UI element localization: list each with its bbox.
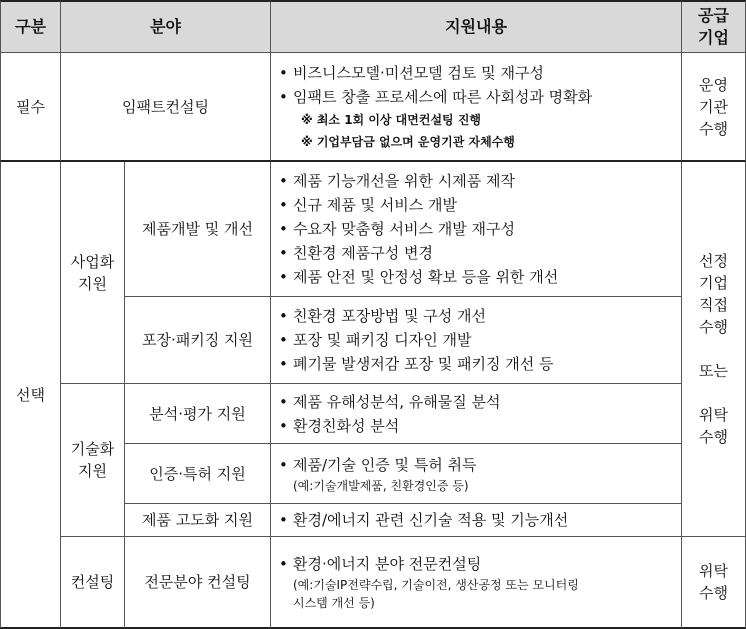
optional-category-text: 선택: [16, 385, 45, 404]
provider-line: 수행: [699, 119, 728, 138]
provider-line: 위탁: [699, 562, 728, 580]
provider-line: 수행: [699, 428, 728, 446]
consulting-example-1: (예:기술IP전략수립, 기술이전, 생산공정 또는 모니터링: [293, 578, 579, 592]
cert-example: (예:기술개발제품, 친환경인증 등): [293, 478, 469, 493]
required-category: [0, 53, 61, 162]
consulting-label: [61, 537, 125, 629]
advance-field-text: 제품 고도화 지원: [142, 511, 253, 529]
product-dev-field-text: 제품개발 및 개선: [142, 220, 253, 238]
optional-provider: [682, 162, 746, 537]
list-item: • 친환경 포장방법 및 구성 개선: [279, 304, 553, 328]
commercial-label: [61, 162, 125, 384]
required-category-text: 필수: [16, 97, 45, 116]
optional-category: [0, 162, 61, 629]
header-content: [271, 0, 682, 53]
header-field: [61, 0, 271, 53]
list-item: • 제품 안전 및 안정성 확보 등을 위한 개선: [279, 265, 558, 289]
required-note-2: ※ 기업부담금 없으며 운영기관 자체수행: [301, 134, 515, 149]
consulting-example-2: 시스템 개선 등): [293, 596, 375, 610]
packaging-field-text: 포장·패키징 지원: [142, 331, 253, 349]
list-item: • 제품 유해성분석, 유해물질 분석: [279, 390, 500, 414]
consulting-content: [271, 537, 682, 629]
provider-line: 선정: [699, 252, 728, 270]
consulting-label-text: 컨설팅: [70, 573, 115, 591]
cert-field-text: 인증·특허 지원: [149, 464, 246, 483]
provider-line: 운영: [699, 75, 728, 94]
header-category: [0, 0, 61, 53]
list-item: • 환경·에너지 분야 전문컨설팅: [279, 552, 579, 576]
product-dev-field: [125, 162, 271, 297]
product-dev-content: [271, 162, 682, 297]
header-field-text: 분야: [150, 17, 181, 36]
list-item: • 환경친화성 분석: [279, 414, 500, 438]
cert-content: [271, 444, 682, 504]
commercial-label-line: 지원: [78, 274, 107, 293]
header-provider: [682, 0, 746, 53]
list-item: • 임팩트 창출 프로세스에 따른 사회성과 명확화: [279, 85, 592, 109]
consulting-field-text: 전문분야 컨설팅: [144, 573, 251, 591]
consulting-provider: [682, 537, 746, 629]
list-item: • 폐기물 발생저감 포장 및 패키징 개선 등: [279, 352, 553, 376]
analysis-content: [271, 384, 682, 444]
provider-line: 직접: [699, 296, 728, 314]
provider-line: 기업: [699, 274, 728, 292]
list-item: • 비즈니스모델·미션모델 검토 및 재구성: [279, 61, 592, 85]
commercial-label-line: 사업화: [70, 252, 115, 271]
tech-label: [61, 384, 125, 537]
consulting-field: [125, 537, 271, 629]
required-note-1: ※ 최소 1회 이상 대면컨설팅 진행: [301, 112, 482, 127]
advance-field: [125, 504, 271, 537]
packaging-field: [125, 297, 271, 384]
list-item: • 친환경 제품구성 변경: [279, 241, 558, 265]
provider-line: 또는: [699, 362, 728, 380]
provider-line: 수행: [699, 318, 728, 336]
list-item: • 신규 제품 및 서비스 개발: [279, 193, 558, 217]
header-content-text: 지원내용: [445, 17, 507, 36]
required-content: [271, 53, 682, 162]
list-item: • 포장 및 패키징 디자인 개발: [279, 328, 553, 352]
required-provider: [682, 53, 746, 162]
advance-content: [271, 504, 682, 537]
list-item: • 수요자 맞춤형 서비스 개발 재구성: [279, 217, 558, 241]
analysis-field-text: 분석·평가 지원: [149, 404, 246, 423]
header-category-text: 구분: [15, 17, 46, 36]
list-item: • 제품/기술 인증 및 특허 취득: [279, 453, 477, 477]
provider-line: 위탁: [699, 406, 728, 424]
cert-field: [125, 444, 271, 504]
header-provider-line2: 기업: [698, 28, 729, 47]
list-item: • 환경/에너지 관련 신기술 적용 및 기능개선: [279, 508, 568, 532]
tech-label-line: 기술화: [70, 440, 115, 458]
provider-line: 수행: [699, 584, 728, 602]
list-item: • 제품 기능개선을 위한 시제품 제작: [279, 169, 558, 193]
provider-line: 기관: [699, 97, 728, 116]
analysis-field: [125, 384, 271, 444]
required-field-text: 임팩트컨설팅: [122, 97, 209, 116]
required-field: [61, 53, 271, 162]
tech-label-line: 지원: [78, 462, 107, 480]
packaging-content: [271, 297, 682, 384]
header-provider-line1: 공급: [698, 6, 729, 25]
